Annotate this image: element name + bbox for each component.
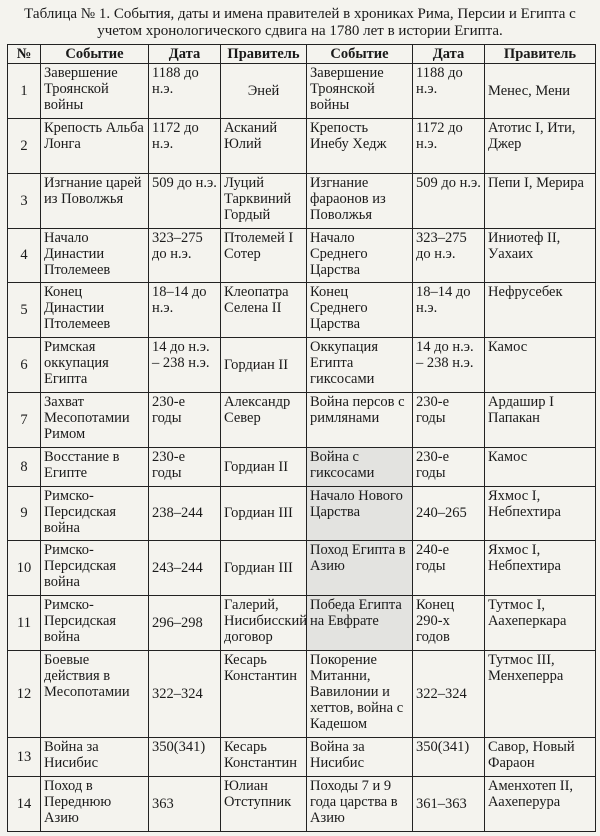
cell-date-egypt: 230-е годы [413, 447, 485, 486]
cell-date-egypt: Конец 290-х годов [413, 596, 485, 651]
cell-ruler-egypt: Камос [485, 447, 596, 486]
cell-number: 14 [8, 776, 41, 831]
cell-ruler-rome: Кесарь Константин [221, 651, 307, 738]
cell-date-rome: 243–244 [149, 541, 221, 596]
header-date-egypt: Дата [413, 45, 485, 64]
cell-ruler-rome: Клеопатра Селена II [221, 283, 307, 338]
table-row [8, 541, 596, 596]
cell-event-rome: Завершение Троянской войны [41, 64, 149, 119]
cell-date-egypt: 1188 до н.э. [413, 64, 485, 119]
cell-date-egypt: 509 до н.э. [413, 173, 485, 228]
table-row [8, 486, 596, 541]
header-row [8, 45, 596, 64]
cell-date-egypt: 240–265 [413, 486, 485, 541]
cell-event-egypt: Покорение Митанни, Вавилонии и хеттов, война с Кадешом [307, 651, 413, 738]
cell-event-egypt: Поход Египта в Азию [307, 541, 413, 596]
cell-event-egypt: Начало Среднего Царства [307, 228, 413, 283]
cell-number: 8 [8, 447, 41, 486]
cell-number: 10 [8, 541, 41, 596]
cell-date-rome: 363 [149, 776, 221, 831]
table-row [8, 393, 596, 448]
cell-ruler-egypt: Иниотеф II, Уахаих [485, 228, 596, 283]
cell-date-rome: 323–275 до н.э. [149, 228, 221, 283]
cell-ruler-rome: Галерий, Нисибисский договор [221, 596, 307, 651]
table-row [8, 596, 596, 651]
table-row [8, 738, 596, 777]
cell-ruler-egypt: Яхмос I, Небпехтира [485, 541, 596, 596]
cell-date-rome: 14 до н.э. – 238 н.э. [149, 338, 221, 393]
cell-event-egypt: Изгнание фараонов из Поволжья [307, 173, 413, 228]
cell-number: 6 [8, 338, 41, 393]
cell-event-rome: Захват Месопотамии Римом [41, 393, 149, 448]
cell-date-egypt: 14 до н.э. – 238 н.э. [413, 338, 485, 393]
cell-ruler-rome: Гордиан II [221, 338, 307, 393]
cell-date-egypt: 323–275 до н.э. [413, 228, 485, 283]
cell-ruler-rome: Гордиан III [221, 486, 307, 541]
cell-ruler-rome: Птолемей I Сотер [221, 228, 307, 283]
header-ruler-rome: Правитель [221, 45, 307, 64]
header-number: № [8, 45, 41, 64]
header-date-rome: Дата [149, 45, 221, 64]
cell-ruler-rome: Юлиан Отступник [221, 776, 307, 831]
cell-event-rome: Изгнание царей из Поволжья [41, 173, 149, 228]
cell-ruler-rome: Гордиан III [221, 541, 307, 596]
cell-event-rome: Боевые действия в Месопотамии [41, 651, 149, 738]
cell-ruler-egypt: Пепи I, Мерира [485, 173, 596, 228]
cell-date-rome: 230-е годы [149, 447, 221, 486]
table-row [8, 447, 596, 486]
cell-ruler-rome: Эней [221, 64, 307, 119]
cell-event-egypt: Оккупация Египта гиксосами [307, 338, 413, 393]
cell-date-rome: 350(341) [149, 738, 221, 777]
cell-number: 12 [8, 651, 41, 738]
table-row [8, 64, 596, 119]
cell-ruler-egypt: Савор, Новый Фараон [485, 738, 596, 777]
table-row [8, 651, 596, 738]
cell-date-rome: 238–244 [149, 486, 221, 541]
table-row [8, 118, 596, 173]
cell-event-egypt: Война с гиксосами [307, 447, 413, 486]
cell-ruler-egypt: Тутмос I, Аахеперкара [485, 596, 596, 651]
cell-event-rome: Конец Династии Птолемеев [41, 283, 149, 338]
cell-date-rome: 1188 до н.э. [149, 64, 221, 119]
cell-event-egypt: Конец Среднего Царства [307, 283, 413, 338]
cell-event-rome: Война за Нисибис [41, 738, 149, 777]
cell-number: 13 [8, 738, 41, 777]
cell-event-rome: Римско-Персидская война [41, 541, 149, 596]
cell-event-egypt: Крепость Инебу Хедж [307, 118, 413, 173]
cell-date-rome: 230-е годы [149, 393, 221, 448]
cell-ruler-rome: Гордиан II [221, 447, 307, 486]
table-caption: Таблица № 1. События, даты и имена правителей в хрониках Рима, Персии и Египта с учетом хронологического сдвига на 1780 лет в истории Египта. [24, 6, 576, 39]
table-row [8, 338, 596, 393]
cell-ruler-egypt: Атотис I, Ити, Джер [485, 118, 596, 173]
cell-date-egypt: 18–14 до н.э. [413, 283, 485, 338]
cell-number: 5 [8, 283, 41, 338]
cell-event-rome: Римско-Персидская война [41, 486, 149, 541]
cell-number: 1 [8, 64, 41, 119]
cell-event-egypt: Начало Нового Царства [307, 486, 413, 541]
cell-event-rome: Римско-Персидская война [41, 596, 149, 651]
cell-ruler-rome: Асканий Юлий [221, 118, 307, 173]
header-ruler-egypt: Правитель [485, 45, 596, 64]
cell-date-egypt: 350(341) [413, 738, 485, 777]
table-row [8, 173, 596, 228]
cell-event-egypt: Завершение Троянской войны [307, 64, 413, 119]
cell-number: 7 [8, 393, 41, 448]
cell-ruler-egypt: Яхмос I, Небпехтира [485, 486, 596, 541]
cell-event-rome: Римская оккупация Египта [41, 338, 149, 393]
cell-number: 9 [8, 486, 41, 541]
cell-event-rome: Начало Династии Птолемеев [41, 228, 149, 283]
cell-ruler-rome: Александр Север [221, 393, 307, 448]
cell-date-rome: 296–298 [149, 596, 221, 651]
cell-date-rome: 322–324 [149, 651, 221, 738]
cell-number: 4 [8, 228, 41, 283]
cell-date-egypt: 1172 до н.э. [413, 118, 485, 173]
cell-event-egypt: Война за Нисибис [307, 738, 413, 777]
cell-ruler-egypt: Ардашир I Папакан [485, 393, 596, 448]
header-event-egypt: Событие [307, 45, 413, 64]
cell-date-egypt: 361–363 [413, 776, 485, 831]
cell-ruler-rome: Луций Тарквиний Гордый [221, 173, 307, 228]
chronology-table [7, 44, 596, 832]
cell-date-egypt: 230-е годы [413, 393, 485, 448]
table-row [8, 283, 596, 338]
table-row [8, 228, 596, 283]
cell-date-rome: 1172 до н.э. [149, 118, 221, 173]
cell-number: 11 [8, 596, 41, 651]
cell-event-egypt: Походы 7 и 9 года царства в Азию [307, 776, 413, 831]
header-event-rome: Событие [41, 45, 149, 64]
cell-date-egypt: 240-е годы [413, 541, 485, 596]
cell-event-egypt: Война персов с римлянами [307, 393, 413, 448]
cell-ruler-egypt: Аменхотеп II, Аахеперура [485, 776, 596, 831]
cell-number: 3 [8, 173, 41, 228]
cell-date-rome: 18–14 до н.э. [149, 283, 221, 338]
cell-date-egypt: 322–324 [413, 651, 485, 738]
cell-event-rome: Крепость Альба Лонга [41, 118, 149, 173]
cell-number: 2 [8, 118, 41, 173]
cell-ruler-rome: Кесарь Константин [221, 738, 307, 777]
cell-ruler-egypt: Нефрусебек [485, 283, 596, 338]
cell-ruler-egypt: Камос [485, 338, 596, 393]
cell-event-rome: Восстание в Египте [41, 447, 149, 486]
cell-date-rome: 509 до н.э. [149, 173, 221, 228]
cell-event-rome: Поход в Переднюю Азию [41, 776, 149, 831]
cell-ruler-egypt: Тутмос III, Менхеперра [485, 651, 596, 738]
cell-event-egypt: Победа Египта на Евфрате [307, 596, 413, 651]
table-row [8, 776, 596, 831]
cell-ruler-egypt: Менес, Мени [485, 64, 596, 119]
